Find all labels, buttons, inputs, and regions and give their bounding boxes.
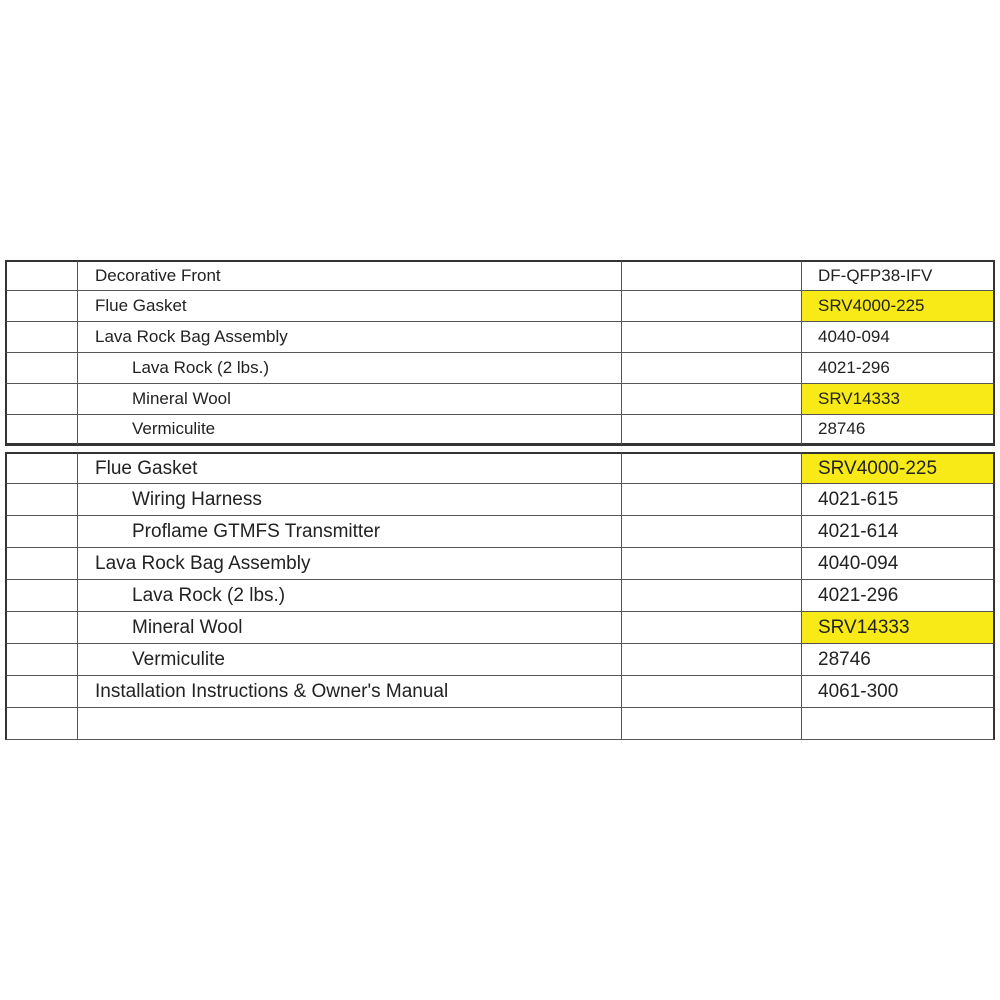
index-cell [5,676,78,708]
index-cell [5,516,78,548]
blank-cell [622,415,802,446]
description-cell [78,548,622,580]
part-number-text: 28746 [818,648,871,670]
table-row [5,580,995,612]
part-number-text: 4040-094 [818,327,890,346]
blank-cell [622,644,802,676]
description-cell [78,322,622,353]
description-text: Flue Gasket [95,296,187,315]
parts-table-top [5,260,995,446]
part-number-text: DF-QFP38-IFV [818,266,933,285]
part-number-cell [802,384,995,415]
part-number-text: 4021-614 [818,520,899,542]
description-cell [78,644,622,676]
part-number-cell [802,484,995,516]
description-cell [78,484,622,516]
index-cell [5,484,78,516]
description-text: Decorative Front [95,266,221,285]
part-number-cell [802,260,995,291]
table-row [5,384,995,415]
index-cell [5,260,78,291]
description-text: Mineral Wool [132,616,243,638]
blank-cell [622,260,802,291]
description-cell [78,291,622,322]
description-cell [78,452,622,484]
index-cell [5,708,78,740]
blank-cell [622,708,802,740]
description-text: Flue Gasket [95,457,198,479]
blank-cell [622,452,802,484]
description-text: Vermiculite [132,648,225,670]
description-cell [78,516,622,548]
part-number-cell [802,612,995,644]
index-cell [5,322,78,353]
part-number-text: 4061-300 [818,680,899,702]
table-row [5,484,995,516]
index-cell [5,548,78,580]
description-cell [78,353,622,384]
table-row [5,415,995,446]
table-row [5,612,995,644]
table-row [5,291,995,322]
description-text: Proflame GTMFS Transmitter [132,520,381,542]
blank-cell [622,676,802,708]
description-cell [78,612,622,644]
description-text: Vermiculite [132,419,216,438]
description-cell [78,384,622,415]
part-number-text: SRV14333 [818,616,910,638]
part-number-text: 4021-296 [818,358,890,377]
description-cell [78,676,622,708]
description-cell [78,708,622,740]
index-cell [5,452,78,484]
blank-cell [622,384,802,415]
part-number-cell [802,708,995,740]
part-number-cell [802,644,995,676]
part-number-text: SRV14333 [818,389,900,408]
part-number-text: 28746 [818,419,866,438]
part-number-cell [802,353,995,384]
part-number-text: SRV4000-225 [818,296,925,315]
blank-cell [622,516,802,548]
description-text: Wiring Harness [132,488,262,510]
part-number-cell [802,516,995,548]
index-cell [5,612,78,644]
part-number-cell [802,676,995,708]
part-number-cell [802,548,995,580]
description-text: Lava Rock Bag Assembly [95,327,288,346]
index-cell [5,415,78,446]
part-number-cell [802,415,995,446]
description-text: Lava Rock (2 lbs.) [132,584,286,606]
index-cell [5,291,78,322]
index-cell [5,384,78,415]
blank-cell [622,291,802,322]
table-row [5,353,995,384]
part-number-text: 4040-094 [818,552,899,574]
part-number-text: SRV4000-225 [818,457,938,479]
table-row [5,644,995,676]
part-number-cell [802,291,995,322]
blank-cell [622,322,802,353]
description-cell [78,260,622,291]
part-number-cell [802,452,995,484]
table-row [5,676,995,708]
description-text: Lava Rock Bag Assembly [95,552,311,574]
part-number-cell [802,322,995,353]
table-row [5,548,995,580]
index-cell [5,353,78,384]
blank-cell [622,612,802,644]
index-cell [5,644,78,676]
parts-table-bottom [5,452,995,740]
blank-cell [622,484,802,516]
table-row [5,516,995,548]
table-row [5,452,995,484]
blank-cell [622,548,802,580]
table-row [5,322,995,353]
description-cell [78,415,622,446]
blank-cell [622,353,802,384]
index-cell [5,580,78,612]
part-number-text: 4021-615 [818,488,899,510]
blank-cell [622,580,802,612]
part-number-text: 4021-296 [818,584,899,606]
description-text: Mineral Wool [132,389,231,408]
table-row [5,260,995,291]
table-row [5,708,995,740]
part-number-cell [802,580,995,612]
description-cell [78,580,622,612]
description-text: Lava Rock (2 lbs.) [132,358,269,377]
description-text: Installation Instructions & Owner's Manual [95,680,449,702]
